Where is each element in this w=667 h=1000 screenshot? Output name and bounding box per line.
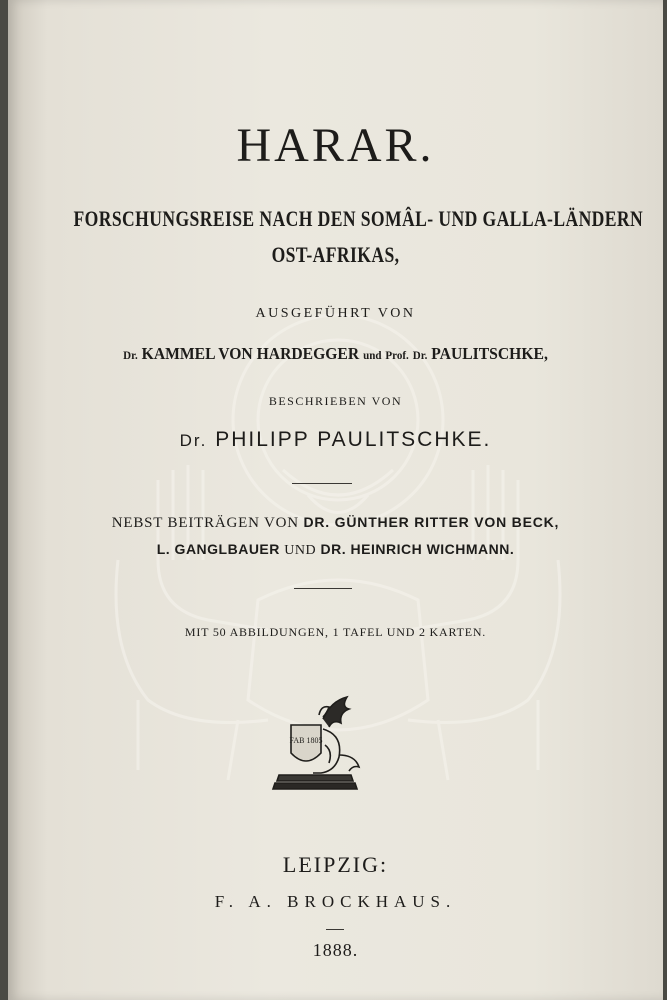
divider-rule <box>326 929 344 930</box>
divider-rule <box>294 588 352 589</box>
imprint-publisher: F. A. BROCKHAUS. <box>214 892 457 911</box>
main-author <box>8 428 663 452</box>
expedition-authors <box>34 344 637 364</box>
contributor-name-2: L. GANGLBAUER <box>156 541 280 557</box>
conjunction-und: und <box>363 348 382 362</box>
executed-by-label: AUSGEFÜHRT VON <box>255 306 416 321</box>
author-name-2: PAULITSCHKE, <box>431 344 548 363</box>
author-name-1: KAMMEL VON HARDEGGER <box>141 344 360 363</box>
imprint-city: LEIPZIG: <box>282 852 389 877</box>
title-prof: Prof. <box>385 348 409 362</box>
shield-text: FAB 1805 <box>289 736 323 745</box>
contributions-prefix: NEBST BEITRÄGEN VON <box>111 515 299 531</box>
book-title: HARAR. <box>236 119 435 172</box>
title-page <box>8 0 663 1000</box>
contributor-name-3: DR. HEINRICH WICHMANN. <box>320 541 515 557</box>
title-dr: Dr. <box>412 348 428 362</box>
contributor-name-1: DR. GÜNTHER RITTER VON BECK, <box>303 514 560 530</box>
imprint-year: 1888. <box>312 940 359 960</box>
main-author-name: PHILIPP PAULITSCHKE. <box>215 428 492 451</box>
griffin-emblem-icon <box>263 695 373 797</box>
contributions-line-1 <box>8 514 663 532</box>
subtitle-line-2: OST-AFRIKAS, <box>271 242 400 267</box>
divider-rule <box>292 483 352 484</box>
described-by-label: BESCHRIEBEN VON <box>268 394 403 408</box>
subtitle-line-1: FORSCHUNGSREISE NACH DEN SOMÂL- UND GALLA-LÄNDERN <box>73 206 644 231</box>
contributions-line-2 <box>8 541 663 559</box>
conjunction-und: UND <box>284 543 317 558</box>
illustrations-note: MIT 50 ABBILDUNGEN, 1 TAFEL UND 2 KARTEN. <box>184 625 487 639</box>
title-dr: Dr. <box>179 431 208 450</box>
title-dr: Dr. <box>123 348 138 362</box>
